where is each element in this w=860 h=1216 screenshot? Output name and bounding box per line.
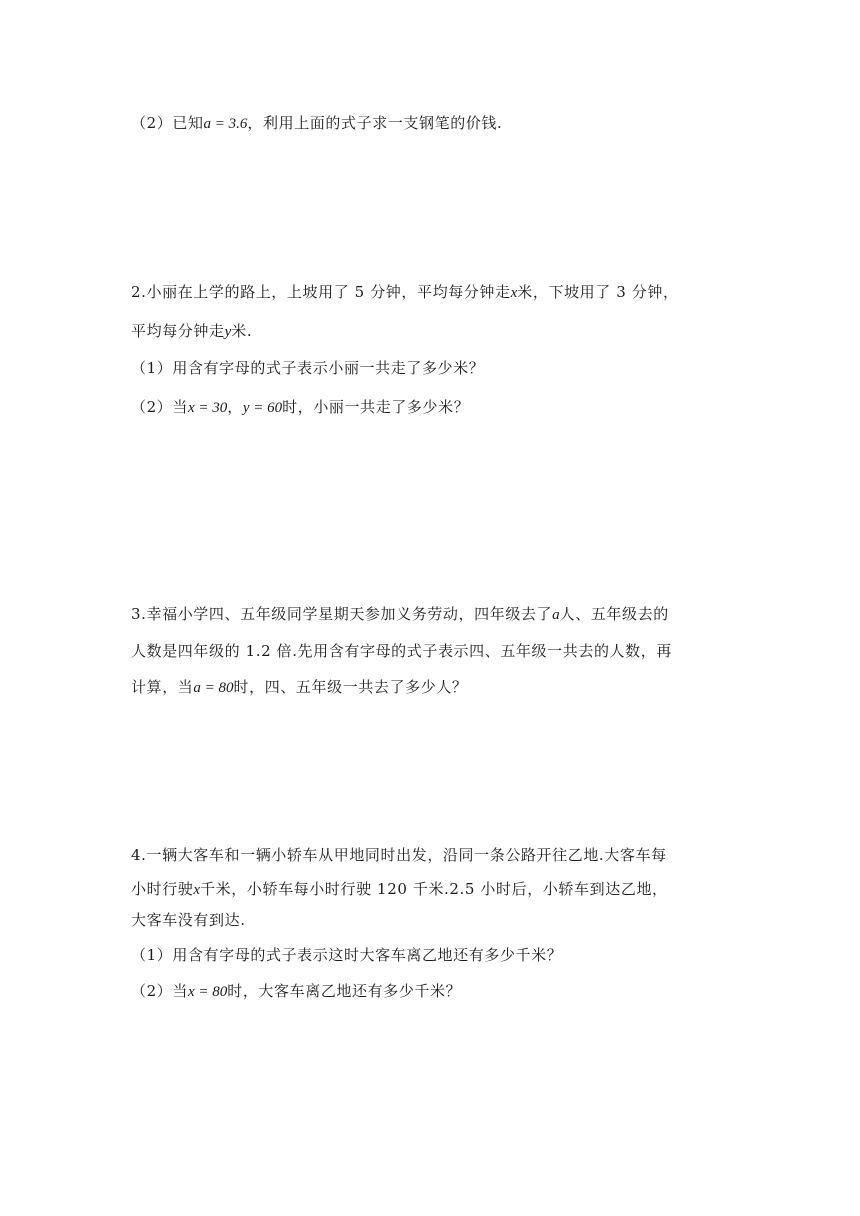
q4-part1: （1）用含有字母的式子表示这时大客车离乙地还有多少千米？: [131, 946, 563, 964]
q2-part2-suffix: 时，小丽一共走了多少米？: [282, 398, 470, 416]
q2-part1: （1）用含有字母的式子表示小丽一共走了多少米？: [131, 359, 485, 377]
q3-line1-a: 3.幸福小学四、五年级同学星期天参加义务劳动，四年级去了: [131, 605, 553, 623]
q2-part2-prefix: （2）当: [131, 398, 188, 416]
q2-line2-var: y: [224, 324, 232, 340]
q2-line2-a: 平均每分钟走: [131, 322, 225, 340]
q3-line3: [131, 677, 468, 698]
q2-line1-a: 2.小丽在上学的路上，上坡用了 5 分钟，平均每分钟走: [131, 283, 511, 301]
q2-part2: [131, 397, 469, 418]
q2-line1-var: x: [510, 285, 518, 301]
q1-part2-prefix: （2）已知: [131, 114, 204, 132]
q4-line2: [131, 879, 668, 900]
q4-line1: 4.一辆大客车和一辆小轿车从甲地同时出发，沿同一条公路开往乙地.大客车每: [131, 846, 667, 864]
q2-line1-b: 米，下坡用了 3 分钟，: [517, 283, 679, 301]
q2-part2-math1: x = 30: [187, 400, 228, 416]
q3-line2: 人数是四年级的 1.2 倍.先用含有字母的式子表示四、五年级一共去的人数，再: [131, 642, 672, 660]
q4-part2-math: x = 80: [187, 984, 228, 1000]
q3-line3-a: 计算，当: [131, 678, 194, 696]
q4-part2-prefix: （2）当: [131, 982, 188, 1000]
q3-line3-math: a = 80: [193, 680, 234, 696]
q4-line2-var: x: [193, 882, 201, 898]
q2-part2-sep: ，: [227, 398, 243, 416]
q2-line2: [131, 321, 252, 342]
q1-part2-suffix: ，利用上面的式子求一支钢笔的价钱.: [247, 114, 503, 132]
q2-part2-math2: y = 60: [242, 400, 283, 416]
q3-line1-var: a: [552, 607, 560, 623]
q4-line3: 大客车没有到达.: [131, 911, 246, 929]
q4-part2-suffix: 时，大客车离乙地还有多少千米？: [227, 982, 462, 1000]
q4-line2-b: 千米，小轿车每小时行驶 120 千米.2.5 小时后，小轿车到达乙地，: [200, 880, 668, 898]
q3-line3-b: 时，四、五年级一共去了多少人？: [233, 678, 468, 696]
q2-line1: [131, 282, 679, 303]
q2-line2-b: 米.: [231, 322, 253, 340]
q3-line1: [131, 604, 669, 625]
q1-part2-math: a = 3.6: [203, 116, 248, 132]
q3-line1-b: 人、五年级去的: [559, 605, 669, 623]
q4-line2-a: 小时行驶: [131, 880, 194, 898]
q4-part2: [131, 981, 461, 1002]
q1-part2: [131, 113, 502, 134]
